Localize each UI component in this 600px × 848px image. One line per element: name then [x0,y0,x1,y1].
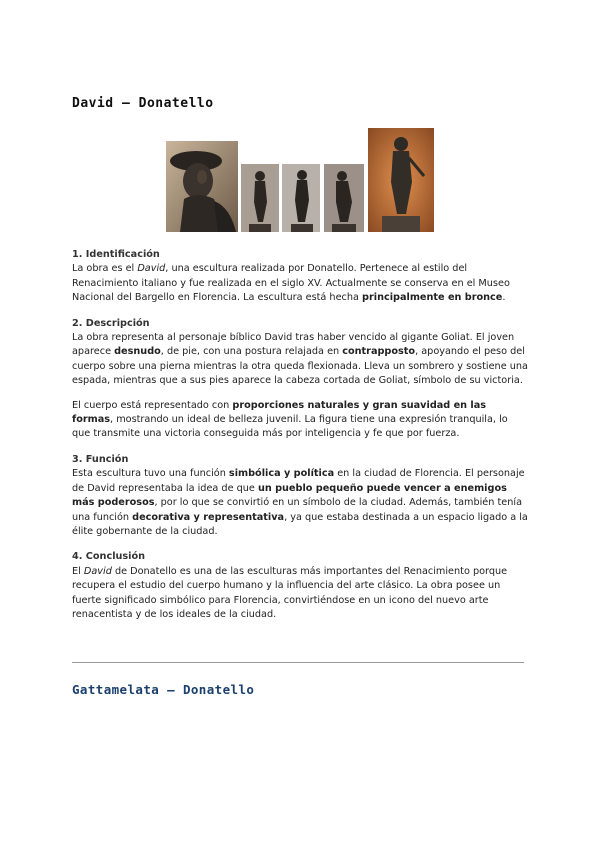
bold-text: un pueblo pequeño puede vencer a enemigos más poderosos [72,482,507,509]
text: . [502,292,506,304]
next-section-title: Gattamelata – Donatello [72,682,255,697]
text: , mostrando un ideal de belleza juvenil. La figura tiene una expresión tranquila, lo que transmite una victoria conseguida más por inteligencia y fe que por fuerza. [72,414,508,440]
text: Esta escultura tuvo una función [72,468,229,480]
section-identificacion [72,248,528,306]
bold-text: desnudo [114,346,161,358]
text: , apoyando el peso del cuerpo sobre una pierna mientras la otra queda flexionada. Lleva un sombrero y sostiene una espada, mientras que a sus pies aparece la cabeza cortada de Goliat, símbolo de su victoria. [72,346,528,387]
section-heading: 1. Identificación [72,249,160,260]
bold-text: proporciones naturales y gran suavidad en las formas [72,399,487,426]
david-statue-front-photo [241,164,279,232]
italic-text: David [137,263,166,275]
document-content [72,248,528,633]
section-conclusion [72,550,528,622]
section-funcion [72,453,528,539]
text: La obra es el [72,263,138,275]
paragraph [72,262,528,305]
david-statue-side-photo [282,164,320,232]
bold-text: contrapposto [342,346,416,358]
paragraph [72,399,528,442]
image-gallery [166,128,434,232]
paragraph [72,467,528,539]
paragraph [72,331,528,389]
page-title: David – Donatello [72,96,214,111]
text: , una escultura realizada por Donatello. Pertenece al estilo del Renacimiento italiano y fue realizada en el siglo XV. Actualmente se conserva en el Museo Nacional del Bargello en Florencia. La escultura está hecha [72,263,510,304]
text: La obra representa al personaje bíblico David tras haber vencido al gigante Goliat. El joven aparece [72,332,515,358]
section-descripcion [72,317,528,442]
david-statue-full-photo [368,128,434,232]
horizontal-divider [72,662,524,663]
david-head-closeup-photo [166,141,238,232]
text: , de pie, con una postura relajada en [160,346,343,358]
text: El cuerpo está representado con [72,399,233,411]
text: , por lo que se convirtió en un símbolo de la ciudad. Además, también tenía una función [72,497,523,523]
section-heading: 3. Función [72,453,129,465]
section-heading: 4. Conclusión [72,551,146,563]
section-heading: 2. Descripción [72,317,150,329]
text: de Donatello es una de las esculturas más importantes del Renacimiento porque recupera el estudio del cuerpo humano y la influencia del arte clásico. La obra posee un fuerte significado simbólico para Florencia, convirtiéndose en un icono del nuevo arte renacentista y de los ideales de la ciudad. [72,565,508,620]
bold-text: decorativa y representativa [132,511,285,523]
bold-text: simbólica y política [228,468,335,480]
david-statue-back-photo [324,164,364,232]
text: El [72,565,84,577]
paragraph [72,565,528,623]
text: en la ciudad de Florencia. El personaje de David representaba la idea de que [72,468,525,494]
text: , ya que estaba destinada a un espacio ligado a la élite gobernante de la ciudad. [72,511,528,537]
italic-text: David [83,565,112,577]
bold-text: principalmente en bronce [362,292,503,304]
